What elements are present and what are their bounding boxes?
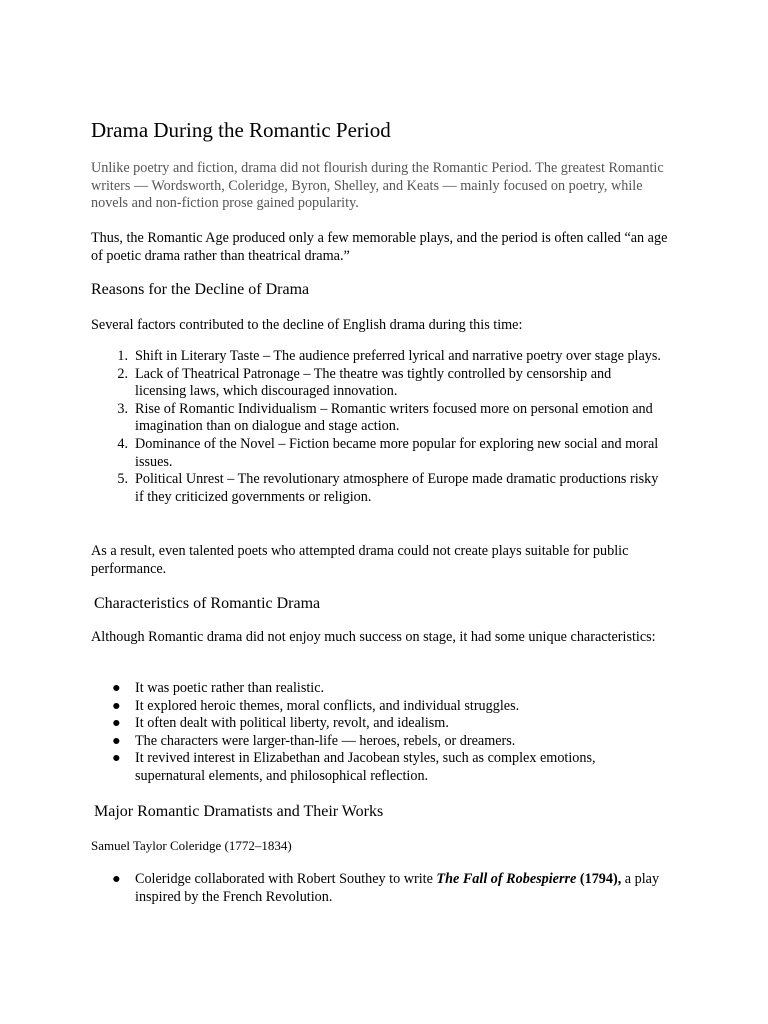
list-item-text: It explored heroic themes, moral conflicts, and individual struggles. (135, 697, 520, 714)
list-item (0, 680, 665, 698)
list-number: 5. (117, 471, 128, 488)
decline-closing-paragraph: As a result, even talented poets who attempted drama could not create plays suitable for public performance. (91, 543, 629, 577)
list-item (0, 471, 665, 506)
list-number: 1. (117, 348, 128, 364)
list-item (0, 401, 665, 436)
list-item-text: It was poetic rather than realistic. (135, 680, 325, 696)
list-item (0, 366, 665, 401)
bullet-icon: ● (112, 697, 121, 714)
bullet-icon: ● (112, 715, 121, 732)
intro-paragraph: Unlike poetry and fiction, drama did not flourish during the Romantic Period. The greatest Romantic writers — Wordsworth, Coleridge, Byron, Shelley, and Keats — mainly focused on poetry, while novels and non-fiction prose gained popularity. (91, 160, 664, 212)
list-item-text-after: a play inspired by the French Revolution. (135, 871, 660, 905)
coleridge-works-list (0, 871, 665, 906)
work-year: (1794), (576, 871, 622, 887)
list-item (0, 750, 665, 785)
bullet-icon: ● (112, 871, 121, 887)
section-heading-dramatists: Major Romantic Dramatists and Their Works (94, 803, 384, 820)
characteristics-lead-paragraph: Although Romantic drama did not enjoy much success on stage, it had some unique characteristics: (91, 629, 656, 645)
decline-lead-paragraph: Several factors contributed to the decline of English drama during this time: (91, 317, 523, 333)
list-item-text: Rise of Romantic Individualism – Romantic writers focused more on personal emotion and imagination than on dialogue and stage action. (135, 400, 653, 435)
document-title: Drama During the Romantic Period (91, 118, 391, 142)
list-item-text: The characters were larger-than-life — heroes, rebels, or dreamers. (135, 732, 516, 749)
list-number: 2. (117, 365, 128, 382)
list-item-text: It often dealt with political liberty, revolt, and idealism. (135, 715, 449, 732)
list-item (0, 871, 665, 906)
list-item (0, 436, 665, 471)
list-item (0, 715, 665, 733)
list-item (0, 348, 665, 366)
list-item-text-before: Coleridge collaborated with Robert Southey to write (135, 871, 437, 887)
bullet-icon: ● (112, 750, 121, 767)
author-name-line: Samuel Taylor Coleridge (1772–1834) (91, 838, 292, 853)
list-item-text: Dominance of the Novel – Fiction became more popular for exploring new social and moral issues. (135, 435, 659, 470)
section-heading-characteristics: Characteristics of Romantic Drama (94, 595, 321, 612)
work-title: The Fall of Robespierre (436, 871, 577, 887)
list-item-text: Political Unrest – The revolutionary atmosphere of Europe made dramatic productions risky if they criticized governments or religion. (135, 471, 659, 505)
list-number: 4. (117, 435, 128, 452)
list-item-text: Shift in Literary Taste – The audience preferred lyrical and narrative poetry over stage plays. (135, 348, 661, 364)
list-item (0, 698, 665, 716)
list-item-text: It revived interest in Elizabethan and Jacobean styles, such as complex emotions, supernatural elements, and philosophical reflection. (135, 750, 596, 784)
list-item-text: Lack of Theatrical Patronage – The theatre was tightly controlled by censorship and licensing laws, which discouraged innovation. (135, 365, 612, 400)
decline-reasons-list (0, 348, 665, 506)
section-heading-decline: Reasons for the Decline of Drama (91, 281, 310, 298)
characteristics-list (0, 680, 665, 786)
list-item (0, 733, 665, 751)
bullet-icon: ● (112, 732, 121, 749)
bullet-icon: ● (112, 680, 121, 696)
thus-paragraph: Thus, the Romantic Age produced only a few memorable plays, and the period is often called “an age of poetic drama rather than theatrical drama.” (91, 230, 668, 264)
list-number: 3. (117, 400, 128, 417)
